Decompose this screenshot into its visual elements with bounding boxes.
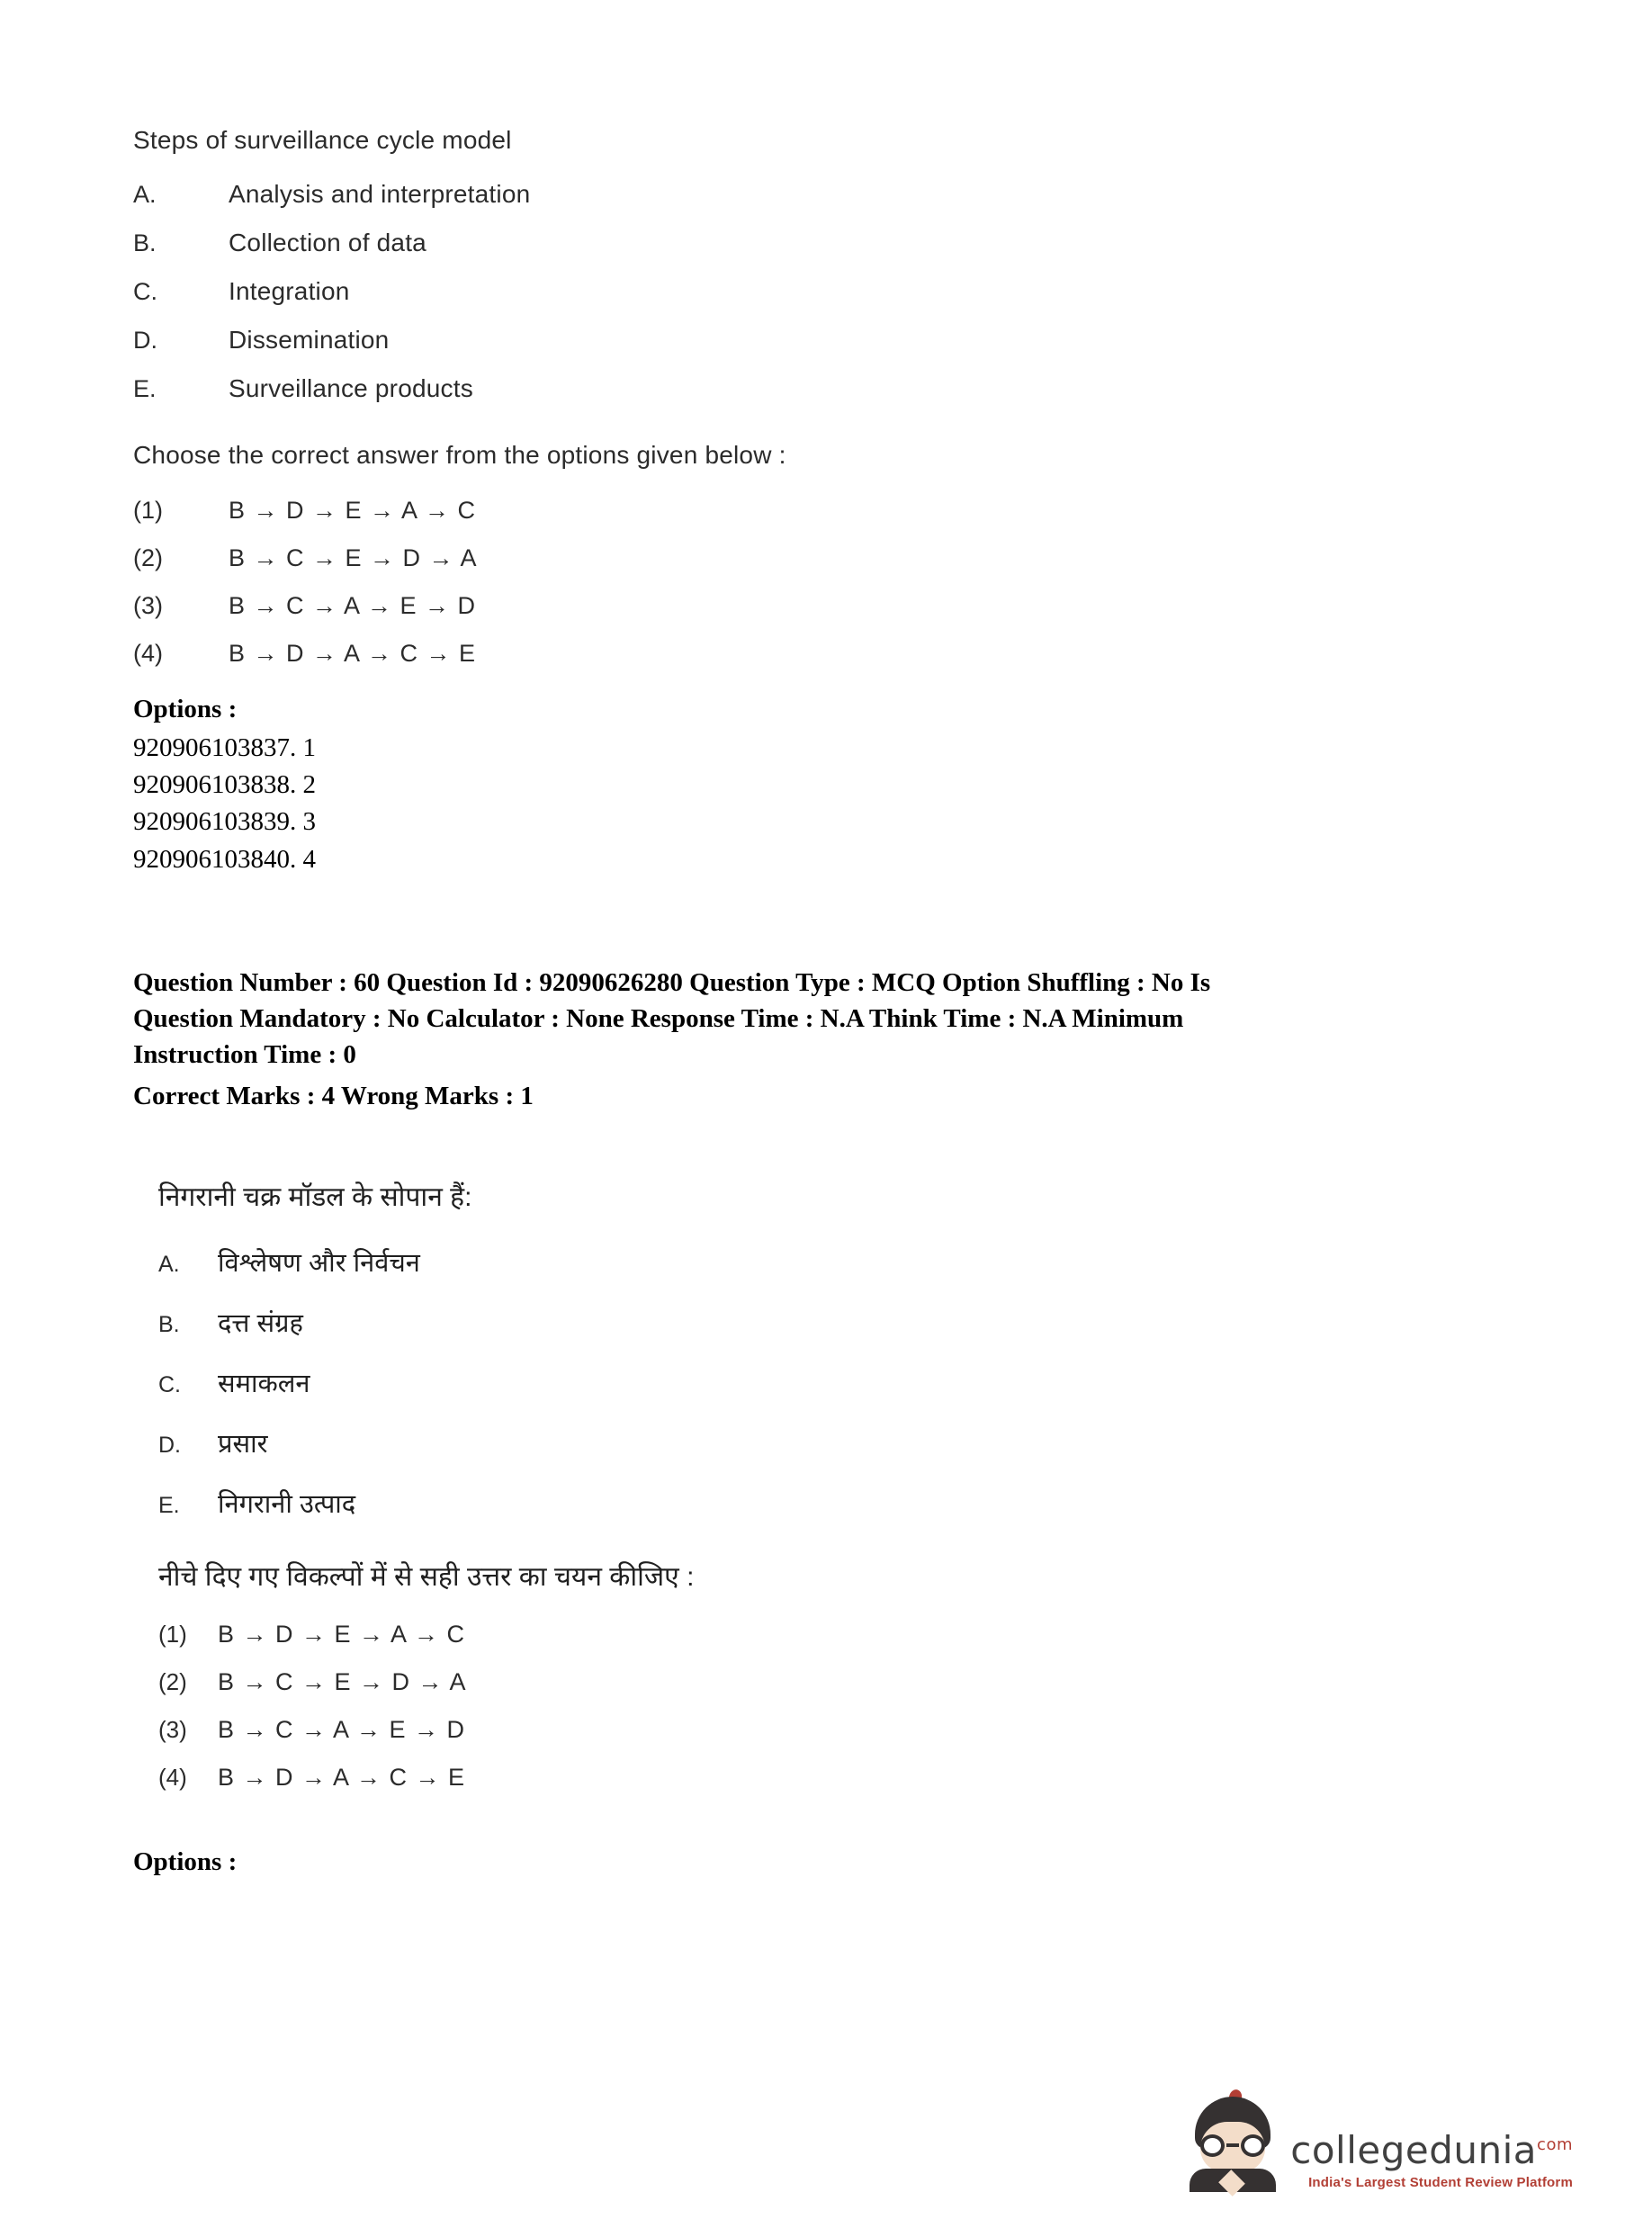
option-sequence: B → C → E → D → A bbox=[218, 1667, 467, 1695]
option-number: (3) bbox=[133, 592, 163, 619]
statement-text: Surveillance products bbox=[229, 374, 473, 402]
option-id-row: 920906103837. 1 bbox=[133, 733, 316, 762]
statement-text: Analysis and interpretation bbox=[229, 180, 531, 208]
list-item bbox=[158, 1764, 1537, 1792]
list-item bbox=[158, 1305, 1537, 1340]
option-sequence: B → D → A → C → E bbox=[229, 640, 477, 667]
option-sequence: B → D → E → A → C bbox=[229, 497, 477, 524]
statement-text: निगरानी उत्पाद bbox=[218, 1489, 356, 1519]
statement-label: A. bbox=[158, 1251, 180, 1277]
statement-label: D. bbox=[133, 327, 157, 354]
list-item bbox=[133, 277, 1537, 306]
statement-text: विश्लेषण और निर्वचन bbox=[218, 1248, 420, 1278]
list-item bbox=[133, 326, 1537, 355]
option-sequence: B → D → E → A → C bbox=[218, 1620, 466, 1648]
statement-label: E. bbox=[133, 375, 157, 402]
hindi-question-stem: निगरानी चक्र मॉडल के सोपान हैं: bbox=[158, 1181, 472, 1212]
statement-label: C. bbox=[133, 278, 157, 305]
options-heading: Options : bbox=[133, 695, 238, 723]
metadata-marks: Correct Marks : 4 Wrong Marks : 1 bbox=[133, 1081, 534, 1110]
list-item bbox=[158, 1716, 1537, 1744]
metadata-line-2: Question Mandatory : No Calculator : None Response Time : N.A Think Time : N.A Minimum bbox=[133, 1003, 1184, 1033]
metadata-line-3: Instruction Time : 0 bbox=[133, 1039, 356, 1069]
statement-text: प्रसार bbox=[218, 1429, 268, 1459]
student-avatar-icon bbox=[1188, 2095, 1278, 2192]
option-sequence: B → C → A → E → D bbox=[218, 1715, 466, 1743]
option-number: (1) bbox=[133, 497, 163, 524]
option-sequence: B → D → A → C → E bbox=[218, 1763, 466, 1791]
hindi-statement-list bbox=[158, 1244, 1537, 1521]
watermark-brand bbox=[1290, 2128, 1573, 2172]
english-answer-options bbox=[133, 497, 1537, 668]
hindi-answer-options bbox=[158, 1621, 1537, 1792]
hindi-options-heading: Options : bbox=[133, 1846, 238, 1876]
statement-label: B. bbox=[133, 229, 157, 256]
question-content bbox=[133, 126, 1537, 1877]
list-item bbox=[158, 1668, 1537, 1696]
option-number: (2) bbox=[158, 1667, 187, 1695]
collegedunia-watermark bbox=[1188, 2095, 1573, 2192]
watermark-tagline: India's Largest Student Review Platform bbox=[1308, 2175, 1573, 2190]
statement-label: C. bbox=[158, 1371, 181, 1397]
statement-text: Dissemination bbox=[229, 326, 390, 354]
option-sequence: B → C → A → E → D bbox=[229, 592, 477, 619]
list-item bbox=[158, 1486, 1537, 1521]
statement-label: B. bbox=[158, 1311, 180, 1337]
list-item bbox=[158, 1621, 1537, 1649]
list-item bbox=[133, 592, 1537, 620]
option-number: (4) bbox=[158, 1763, 187, 1791]
option-sequence: B → C → E → D → A bbox=[229, 544, 478, 571]
statement-label: E. bbox=[158, 1492, 180, 1518]
statement-text: समाकलन bbox=[218, 1369, 310, 1398]
option-number: (4) bbox=[133, 640, 163, 667]
list-item bbox=[158, 1365, 1537, 1400]
hindi-question-block bbox=[133, 1177, 1537, 1877]
statement-label: D. bbox=[158, 1432, 181, 1458]
metadata-line-1: Question Number : 60 Question Id : 92090626280 Question Type : MCQ Option Shuffling : No Is bbox=[133, 967, 1211, 997]
hindi-choose-instruction: नीचे दिए गए विकल्पों में से सही उत्तर का चयन कीजिए : bbox=[158, 1561, 695, 1592]
option-number: (2) bbox=[133, 544, 163, 571]
list-item bbox=[133, 497, 1537, 525]
option-id-row: 920906103838. 2 bbox=[133, 770, 316, 800]
list-item bbox=[158, 1425, 1537, 1460]
english-question-stem: Steps of surveillance cycle model bbox=[133, 126, 512, 154]
statement-text: Integration bbox=[229, 277, 350, 305]
statement-text: दत्त संग्रह bbox=[218, 1308, 303, 1338]
list-item bbox=[133, 544, 1537, 572]
list-item bbox=[133, 640, 1537, 668]
english-choose-instruction: Choose the correct answer from the options given below : bbox=[133, 441, 786, 469]
option-id-row: 920906103840. 4 bbox=[133, 844, 316, 874]
statement-text: Collection of data bbox=[229, 229, 426, 256]
statement-label: A. bbox=[133, 181, 157, 208]
glasses-icon bbox=[1199, 2134, 1267, 2158]
list-item bbox=[158, 1244, 1537, 1280]
watermark-text bbox=[1290, 2128, 1573, 2192]
question-metadata bbox=[133, 965, 1474, 1114]
watermark-brand-name: collegedunia bbox=[1290, 2128, 1538, 2172]
list-item bbox=[133, 180, 1537, 209]
watermark-brand-tld: com bbox=[1537, 2135, 1573, 2154]
options-id-list bbox=[133, 730, 1537, 878]
list-item bbox=[133, 229, 1537, 257]
list-item bbox=[133, 374, 1537, 403]
option-id-row: 920906103839. 3 bbox=[133, 807, 316, 837]
english-statement-list bbox=[133, 180, 1537, 403]
option-number: (3) bbox=[158, 1715, 187, 1743]
option-number: (1) bbox=[158, 1620, 187, 1648]
